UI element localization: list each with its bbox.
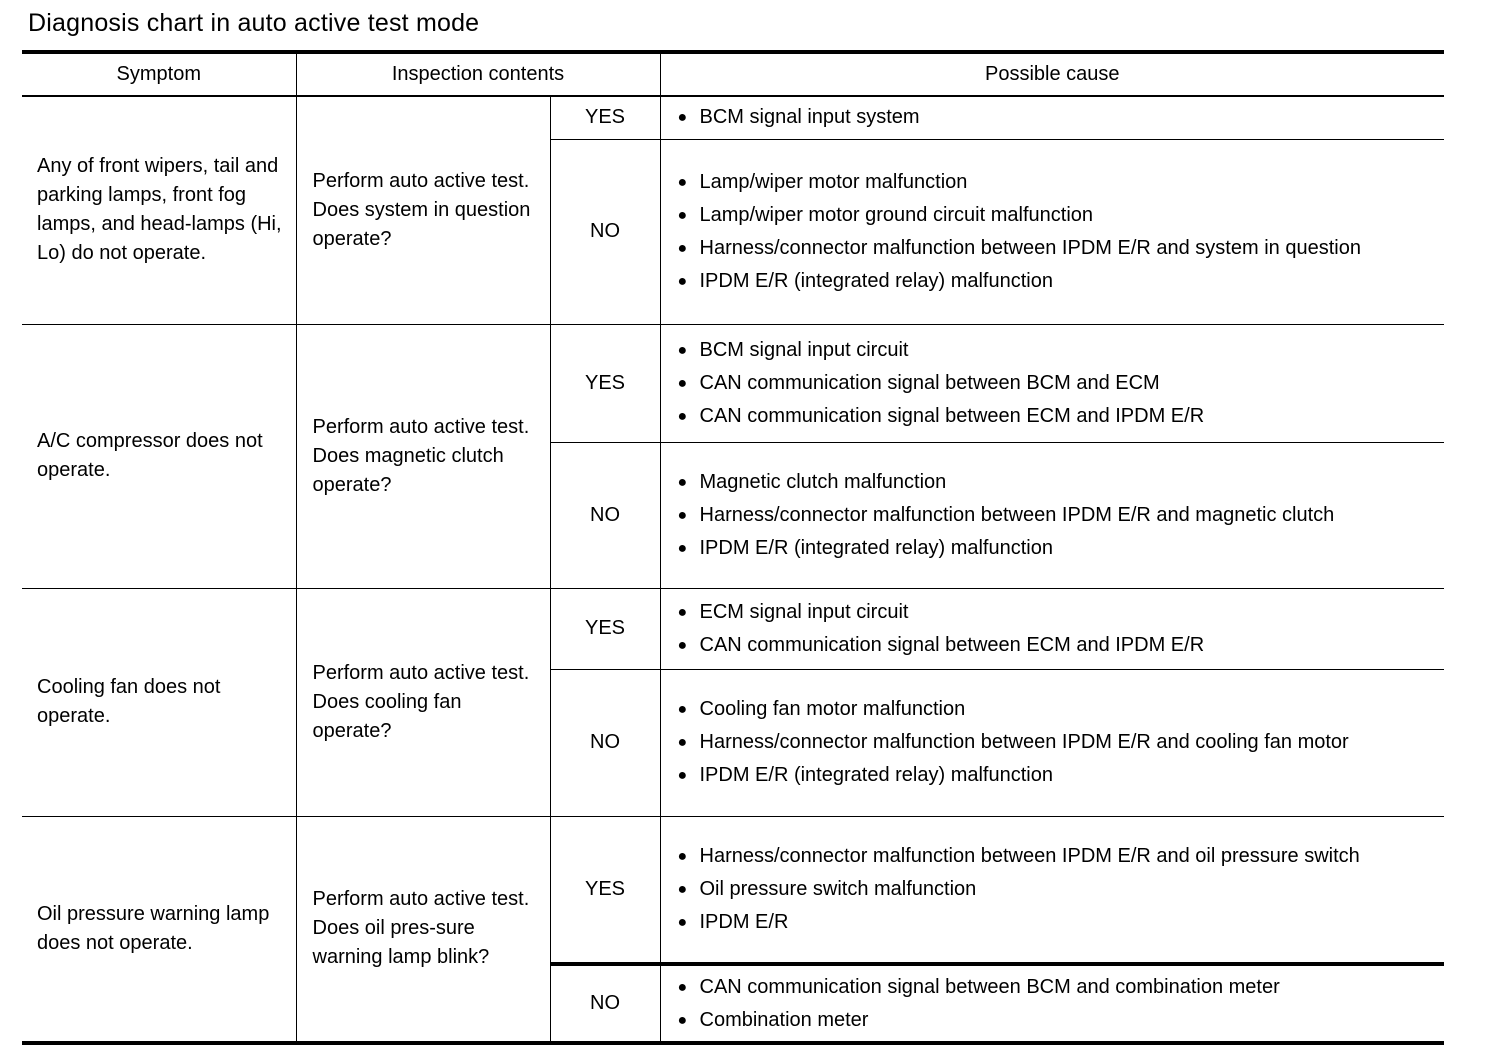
- cause-cell: [660, 964, 1444, 1043]
- cause-item: [678, 1006, 1429, 1035]
- cause-text: CAN communication signal between BCM and combination meter: [699, 975, 1280, 998]
- cause-text: Lamp/wiper motor ground circuit malfunction: [699, 203, 1094, 226]
- cause-text: IPDM E/R (integrated relay) malfunction: [699, 764, 1053, 786]
- cause-text: IPDM E/R: [699, 910, 789, 933]
- cause-item: [678, 598, 1429, 627]
- cause-text: Magnetic clutch malfunction: [699, 470, 947, 493]
- bullet-icon: ●: [677, 734, 688, 751]
- table-row: [22, 588, 1444, 669]
- bullet-icon: ●: [677, 880, 688, 898]
- header-inspection: Inspection contents: [296, 52, 660, 96]
- cause-item: [678, 168, 1429, 197]
- diagnosis-table: [22, 50, 1444, 1045]
- bullet-icon: ●: [677, 206, 688, 224]
- answer-cell: YES: [550, 96, 660, 139]
- answer-cell: YES: [550, 588, 660, 669]
- symptom-cell: Oil pressure warning lamp does not operate.: [22, 816, 296, 1043]
- answer-cell: NO: [550, 139, 660, 324]
- answer-cell: YES: [550, 324, 660, 442]
- inspection-cell: Perform auto active test. Does system in question operate?: [296, 96, 550, 324]
- symptom-cell: Any of front wipers, tail and parking lamps, front fog lamps, and head-lamps (Hi, Lo) do not operate.: [22, 96, 296, 324]
- answer-cell: YES: [550, 816, 660, 964]
- bullet-icon: ●: [677, 767, 688, 784]
- cause-item: [678, 973, 1429, 1002]
- cause-cell: [660, 442, 1444, 588]
- cause-item: [678, 336, 1429, 365]
- cause-text: BCM signal input circuit: [699, 338, 909, 361]
- cause-text: Combination meter: [699, 1008, 869, 1031]
- cause-text: Oil pressure switch malfunction: [699, 877, 977, 900]
- cause-cell: [660, 669, 1444, 816]
- cause-item: [678, 695, 1429, 724]
- cause-text: CAN communication signal between BCM and ECM: [699, 371, 1160, 394]
- symptom-cell: Cooling fan does not operate.: [22, 588, 296, 816]
- bullet-icon: ●: [677, 173, 688, 191]
- cause-item: [678, 534, 1429, 563]
- page-title: Diagnosis chart in auto active test mode: [28, 9, 480, 37]
- table-row: [22, 816, 1444, 964]
- cause-item: [678, 234, 1429, 263]
- cause-item: [678, 631, 1429, 660]
- bullet-icon: ●: [677, 701, 688, 718]
- bullet-icon: ●: [677, 272, 688, 290]
- cause-item: [678, 468, 1429, 497]
- cause-item: [678, 501, 1429, 530]
- cause-item: [678, 369, 1429, 398]
- cause-text: Cooling fan motor malfunction: [699, 698, 966, 720]
- inspection-cell: Perform auto active test. Does cooling fan operate?: [296, 588, 550, 816]
- header-cause: Possible cause: [660, 52, 1444, 96]
- cause-text: Lamp/wiper motor malfunction: [699, 170, 968, 193]
- cause-text: ECM signal input circuit: [699, 600, 909, 623]
- inspection-cell: Perform auto active test. Does magnetic clutch operate?: [296, 324, 550, 588]
- bullet-icon: ●: [677, 603, 688, 621]
- cause-text: CAN communication signal between ECM and IPDM E/R: [699, 404, 1205, 427]
- bullet-icon: ●: [677, 1011, 688, 1029]
- table-row: [22, 96, 1444, 139]
- answer-cell: NO: [550, 442, 660, 588]
- bullet-icon: ●: [677, 978, 688, 996]
- cause-item: [678, 267, 1429, 296]
- bullet-icon: ●: [677, 506, 688, 524]
- cause-text: IPDM E/R (integrated relay) malfunction: [699, 269, 1053, 292]
- cause-cell: [660, 324, 1444, 442]
- cause-item: [678, 761, 1429, 790]
- cause-item: [678, 908, 1429, 937]
- bullet-icon: ●: [677, 374, 688, 392]
- symptom-cell: A/C compressor does not operate.: [22, 324, 296, 588]
- bullet-icon: ●: [677, 341, 688, 359]
- bullet-icon: ●: [677, 473, 688, 491]
- cause-item: [678, 842, 1429, 871]
- header-symptom: Symptom: [22, 52, 296, 96]
- table-header: [22, 52, 1444, 96]
- cause-text: Harness/connector malfunction between IPDM E/R and magnetic clutch: [699, 503, 1335, 526]
- bullet-icon: ●: [677, 539, 688, 557]
- cause-text: Harness/connector malfunction between IPDM E/R and system in question: [699, 236, 1361, 259]
- cause-item: [678, 402, 1429, 431]
- cause-text: IPDM E/R (integrated relay) malfunction: [699, 536, 1053, 559]
- cause-cell: [660, 588, 1444, 669]
- bullet-icon: ●: [677, 636, 688, 654]
- cause-item: [678, 103, 1429, 132]
- bullet-icon: ●: [677, 847, 688, 865]
- answer-cell: NO: [550, 669, 660, 816]
- table-row: [22, 324, 1444, 442]
- inspection-cell: Perform auto active test. Does oil pres-sure warning lamp blink?: [296, 816, 550, 1043]
- cause-cell: [660, 816, 1444, 964]
- answer-cell: NO: [550, 964, 660, 1043]
- bullet-icon: ●: [677, 109, 688, 127]
- cause-item: [678, 728, 1429, 757]
- cause-item: [678, 875, 1429, 904]
- bullet-icon: ●: [677, 913, 688, 931]
- cause-text: Harness/connector malfunction between IPDM E/R and oil pressure switch: [699, 844, 1360, 867]
- cause-text: Harness/connector malfunction between IPDM E/R and cooling fan motor: [699, 731, 1349, 753]
- cause-text: BCM signal input system: [699, 106, 920, 129]
- bullet-icon: ●: [677, 239, 688, 257]
- bullet-icon: ●: [677, 407, 688, 425]
- cause-item: [678, 201, 1429, 230]
- cause-cell: [660, 139, 1444, 324]
- cause-text: CAN communication signal between ECM and IPDM E/R: [699, 633, 1205, 656]
- cause-cell: [660, 96, 1444, 139]
